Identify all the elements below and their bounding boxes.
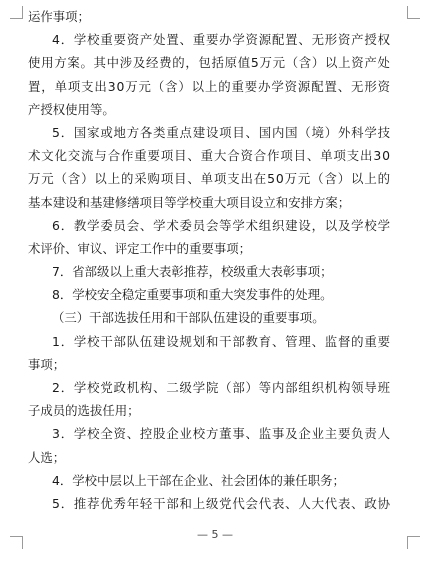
text-line [28, 469, 390, 492]
line-text: 产授权使用等。 [28, 101, 115, 117]
text-line [28, 28, 390, 51]
text-line [28, 422, 390, 445]
line-text: 运作事项； [28, 9, 90, 24]
line-text: 基本建设和基建修缮项目等学校重大项目设立和安排方案； [28, 194, 351, 210]
line-text: （三）干部选拔任用和干部队伍建设的重要事项。 [52, 310, 325, 326]
line-text: 子成员的选拔任用； [28, 403, 140, 419]
line-text: 术评价、审议、评定工作中的重要事项； [28, 240, 252, 256]
text-line [28, 330, 390, 353]
text-line [28, 191, 390, 214]
text-line [28, 121, 390, 144]
text-line [28, 306, 390, 329]
line-text: 术 文 化 交 流 与 合 作 重 要 项 目 、 重 大 合 资 合 作 项 目 、 单 项 支 出 3 0 [28, 148, 390, 164]
text-line [28, 376, 390, 399]
line-text: 4．学校中层以上干部在企业、社会团体的兼任职务； [52, 472, 345, 488]
crop-mark-top-right [407, 6, 420, 19]
line-text: 人选； [28, 449, 66, 465]
page-number: — 5 — [197, 528, 233, 541]
text-line [28, 353, 390, 376]
line-text: 万 元 （ 含 ） 以 上 的 采 购 项 目 、 单 项 支 出 在 5 0 万 元 （ 含 ） 以 上 的 [28, 171, 390, 187]
text-line [28, 283, 390, 306]
text-line [28, 446, 390, 469]
line-text: 5 ． 国 家 或 地 方 各 类 重 点 建 设 项 目 、 国 内 国 （ 境 ） 外 科 学 技 [52, 124, 390, 140]
line-text: 8．学校安全稳定重要事项和重大突发事件的处理。 [52, 287, 333, 303]
text-line [28, 5, 390, 28]
text-line [28, 260, 390, 283]
text-line [28, 399, 390, 422]
document-body [28, 5, 390, 515]
crop-mark-top-left [10, 6, 23, 19]
line-text: 3 ． 学 校 全 资 、 控 股 企 业 校 方 董 事 、 监 事 及 企 业 主 要 负 责 人 [52, 426, 390, 442]
line-text: 5 ． 推 荐 优 秀 年 轻 干 部 和 上 级 党 代 会 代 表 、 人 大 代 表 、 政 协 [52, 495, 390, 511]
line-text: 置 ， 单 项 支 出 3 0 万 元 （ 含 ） 以 上 的 重 要 办 学 资 源 配 置 、 无 形 资 [28, 78, 390, 94]
text-line [28, 237, 390, 260]
text-line [28, 214, 390, 237]
line-text: 6 ． 教 学 委 员 会 、 学 术 委 员 会 等 学 术 组 织 建 设 ， 以 及 学 校 学 [52, 217, 390, 233]
line-text: 7．省部级以上重大表彰推荐，校级重大表彰事项； [52, 264, 333, 280]
line-text: 1 ． 学 校 干 部 队 伍 建 设 规 划 和 干 部 教 育 、 管 理 、 监 督 的 重 要 [52, 333, 390, 349]
text-line [28, 167, 390, 190]
line-text: 使 用 方 案 。 其 中 涉 及 经 费 的 ， 包 括 原 值 5 万 元 （ 含 ） 以 上 资 产 处 [28, 55, 390, 71]
text-line [28, 75, 390, 98]
line-text: 4 ． 学 校 重 要 资 产 处 置 、 重 要 办 学 资 源 配 置 、 无 形 资 产 授 权 [52, 32, 390, 48]
text-line [28, 98, 390, 121]
line-text: 2 ． 学 校 党 政 机 构 、 二 级 学 院 （ 部 ） 等 内 部 组 织 机 构 领 导 班 [52, 380, 390, 395]
text-line [28, 492, 390, 515]
line-text: 事项； [28, 356, 66, 372]
text-line [28, 144, 390, 167]
text-line [28, 51, 390, 74]
